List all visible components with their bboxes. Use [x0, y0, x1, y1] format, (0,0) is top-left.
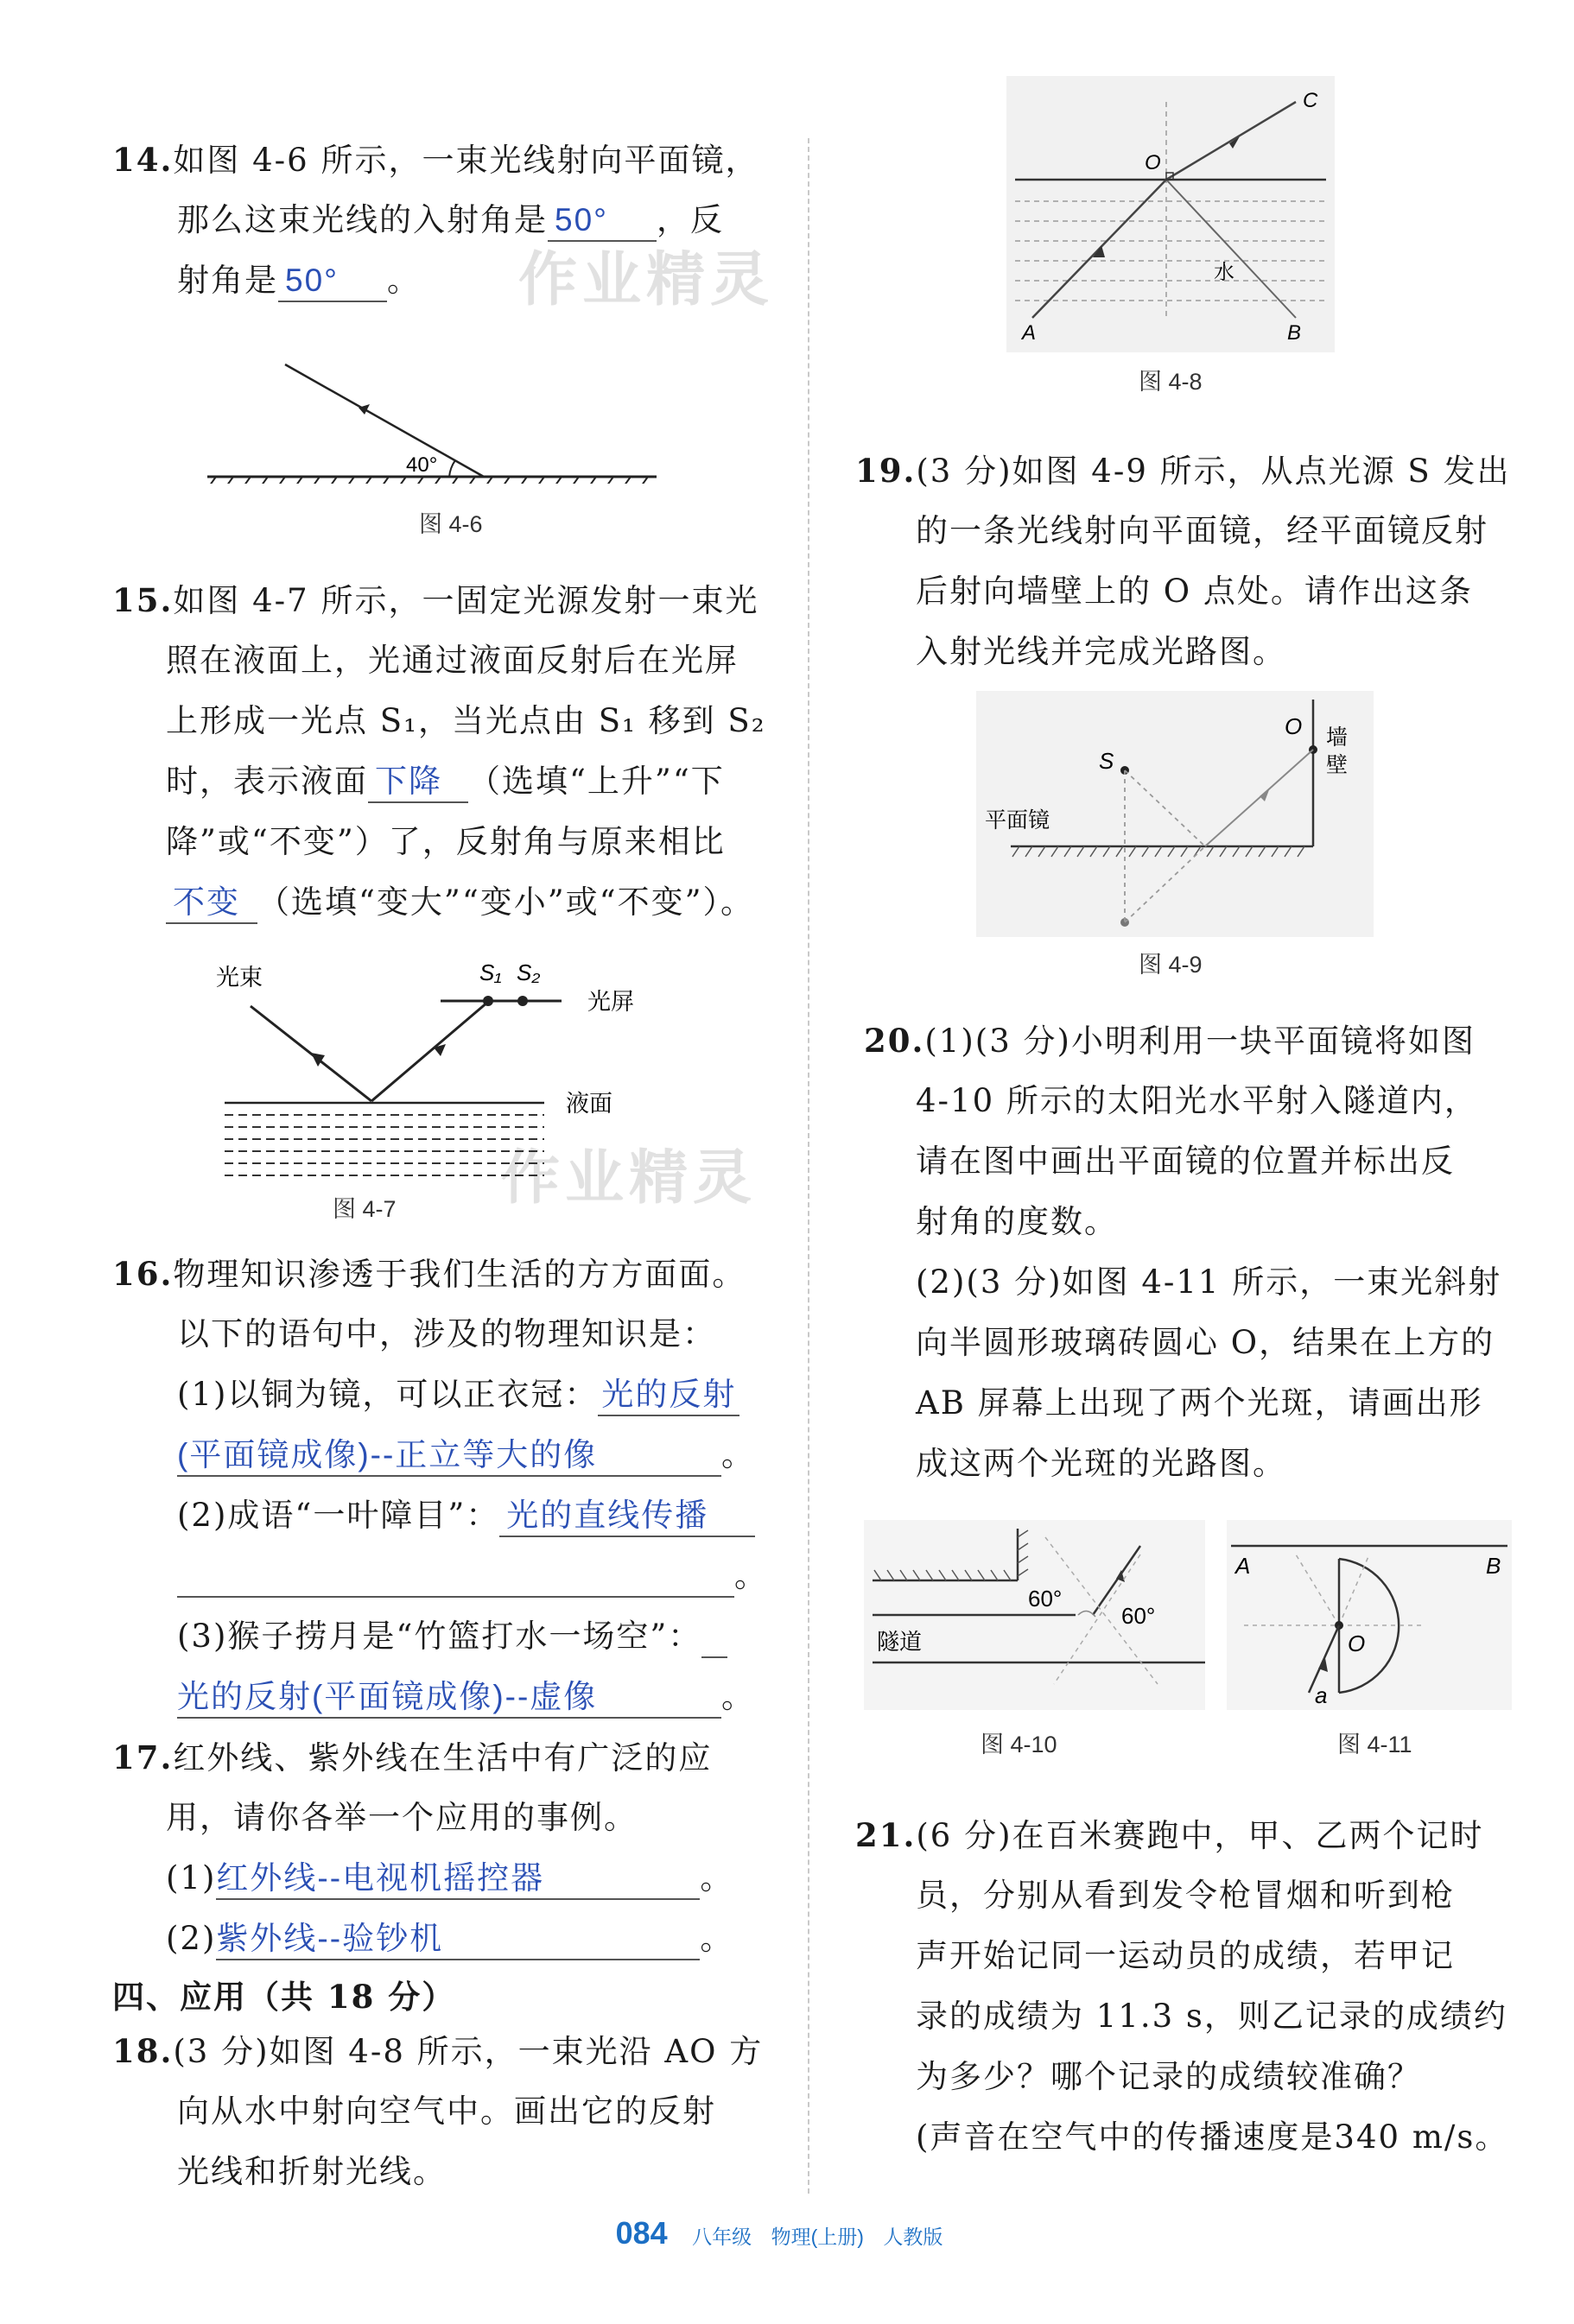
page-footer — [0, 2215, 1574, 2251]
q17-line4: (2)紫外线--验钞机 。 — [166, 1909, 733, 1969]
q14-line3: 射角是 50° 。 — [177, 250, 421, 311]
q20-line5: (2)(3 分)如图 4-11 所示，一束光斜射 — [916, 1263, 1502, 1301]
q19-line4: 入射光线并完成光路图。 — [916, 633, 1286, 670]
q16-line7: (3)猴子捞月是“竹篮打水一场空”： — [177, 1606, 727, 1667]
q18-line1: 18.(3 分)如图 4-8 所示，一束光沿 AO 方 — [112, 2032, 764, 2070]
q19-line3: 后射向墙壁上的 O 点处。请作出这条 — [916, 573, 1473, 610]
caption-4-11: 图 4-11 — [1337, 1732, 1412, 1757]
q16-line6: 。 — [177, 1546, 768, 1606]
q15-line6: 不变 （选填“变大”“变小”或“不变”）。 — [166, 872, 754, 933]
s1-label: S₁ — [479, 959, 502, 985]
point-b-label: B — [1287, 321, 1302, 345]
q14-line1: 14.如图 4-6 所示，一束光线射向平面镜， — [112, 141, 759, 179]
q17-answer-2[interactable]: 紫外线--验钞机 — [216, 1919, 700, 1960]
q16-answer-1a[interactable]: 光的反射 — [598, 1375, 739, 1416]
s2-label: S₂ — [517, 959, 541, 985]
caption-4-7: 图 4-7 — [333, 1196, 397, 1222]
wall-label: 壁 — [1326, 753, 1349, 777]
q21-line2: 员，分别从看到发令枪冒烟和听到枪 — [916, 1877, 1455, 1914]
q16-answer-2[interactable]: 光的直线传播 — [499, 1496, 755, 1537]
caption-4-8: 图 4-8 — [1139, 369, 1203, 395]
q21-line6: (声音在空气中的传播速度是340 m/s。 — [916, 2118, 1509, 2156]
q16-answer-3[interactable]: 光的反射(平面镜成像)--虚像 — [177, 1677, 721, 1719]
q18-line2: 向从水中射向空气中。画出它的反射 — [177, 2093, 716, 2130]
section-heading: 四、应用（共 18 分） — [112, 1978, 456, 2016]
water-label: 水 — [1214, 261, 1234, 284]
q15-line3: 上形成一光点 S₁，当光点由 S₁ 移到 S₂ — [166, 702, 766, 739]
q17-answer-1[interactable]: 红外线--电视机摇控器 — [216, 1859, 700, 1900]
column-divider — [808, 138, 809, 2194]
q20-line4: 射角的度数。 — [916, 1203, 1118, 1240]
ray-label: a — [1315, 1682, 1328, 1708]
q15-line2: 照在液面上，光通过液面反射后在光屏 — [166, 642, 739, 679]
point-a-label: A — [1235, 1553, 1251, 1579]
q21-line5: 为多少？哪个记录的成绩较准确？ — [916, 2058, 1421, 2095]
q16-blank-line[interactable] — [177, 1556, 734, 1598]
point-a-label: A — [1022, 321, 1037, 345]
angle-label: 60° — [1121, 1603, 1156, 1629]
mirror-label: 平面镜 — [985, 808, 1050, 833]
q17-line2: 用，请你各举一个应用的事例。 — [166, 1799, 638, 1836]
caption-4-10: 图 4-10 — [981, 1732, 1057, 1757]
q19-line1: 19.(3 分)如图 4-9 所示，从点光源 S 发出 — [855, 452, 1511, 490]
q20-line8: 成这两个光斑的光路图。 — [916, 1445, 1286, 1482]
q21-line3: 声开始记同一运动员的成绩，若甲记 — [916, 1937, 1455, 1974]
q15-answer-level[interactable]: 下降 — [368, 762, 468, 803]
figure-4-7 — [207, 954, 674, 1187]
footer-subject: 物理(上册) — [771, 2226, 864, 2248]
angle-label: 40° — [406, 453, 438, 477]
screen-label: 光屏 — [587, 989, 634, 1015]
caption-4-9: 图 4-9 — [1139, 952, 1203, 978]
beam-label: 光束 — [216, 965, 263, 991]
point-o-label: O — [1145, 151, 1161, 174]
q16-line3: (1)以铜为镜，可以正衣冠： 光的反射 — [177, 1365, 739, 1425]
q20-line1: 20.(1)(3 分)小明利用一块平面镜将如图 — [864, 1022, 1476, 1060]
q14-line2: 那么这束光线的入射角是 50° ，反 — [177, 190, 724, 250]
q16-line2: 以下的语句中，涉及的物理知识是： — [177, 1315, 716, 1352]
footer-edition: 人教版 — [883, 2226, 943, 2248]
angle-label: 60° — [1028, 1586, 1063, 1612]
liquid-label: 液面 — [566, 1091, 612, 1117]
wall-label: 墙 — [1326, 725, 1349, 750]
footer-grade: 八年级 — [692, 2226, 752, 2248]
q16-line5: (2)成语“一叶障目”： 光的直线传播 — [177, 1485, 755, 1546]
q18-line3: 光线和折射光线。 — [177, 2153, 447, 2190]
arrow-icon — [311, 1053, 325, 1067]
q21-line4: 录的成绩为 11.3 s，则乙记录的成绩约 — [916, 1998, 1507, 2035]
caption-4-6: 图 4-6 — [419, 511, 483, 537]
watermark: 作业精灵 — [501, 1144, 758, 1213]
q20-line7: AB 屏幕上出现了两个光斑，请画出形 — [916, 1384, 1483, 1422]
q20-line6: 向半圆形玻璃砖圆心 O，结果在上方的 — [916, 1324, 1495, 1361]
point-b-label: B — [1486, 1553, 1501, 1579]
figure-4-9 — [976, 691, 1374, 937]
figure-4-6 — [199, 354, 665, 484]
q17-line1: 17.红外线、紫外线在生活中有广泛的应 — [112, 1738, 713, 1776]
q16-line8: 光的反射(平面镜成像)--虚像 。 — [177, 1667, 755, 1727]
q14-answer-incidence[interactable]: 50° — [548, 200, 657, 242]
q17-line3: (1)红外线--电视机摇控器 。 — [166, 1848, 733, 1909]
page-number: 084 — [615, 2215, 668, 2251]
watermark: 作业精灵 — [518, 246, 775, 314]
q19-line2: 的一条光线射向平面镜，经平面镜反射 — [916, 512, 1488, 549]
point-o-label: O — [1348, 1631, 1366, 1656]
point-c-label: C — [1303, 89, 1318, 112]
figure-4-11 — [1227, 1520, 1512, 1710]
q15-line1: 15.如图 4-7 所示，一固定光源发射一束光 — [112, 581, 759, 619]
q14-answer-reflection[interactable]: 50° — [278, 261, 387, 302]
q21-line1: 21.(6 分)在百米赛跑中，甲、乙两个记时 — [855, 1816, 1484, 1854]
q20-line3: 请在图中画出平面镜的位置并标出反 — [916, 1143, 1455, 1180]
figure-4-8 — [1006, 76, 1335, 352]
q16-line4: (平面镜成像)--正立等大的像 。 — [177, 1425, 755, 1485]
q16-answer-1b[interactable]: (平面镜成像)--正立等大的像 — [177, 1435, 721, 1477]
tunnel-label: 隧道 — [877, 1629, 923, 1655]
q15-line4: 时，表示液面 下降 （选填“上升”“下 — [166, 751, 725, 812]
figure-4-10 — [864, 1520, 1205, 1710]
q16-line1: 16.物理知识渗透于我们生活的方方面面。 — [112, 1255, 746, 1293]
q20-line2: 4-10 所示的太阳光水平射入隧道内， — [916, 1082, 1478, 1119]
point-s-label: S — [1099, 748, 1114, 774]
q15-answer-angle[interactable]: 不变 — [166, 883, 257, 924]
q15-line5: 降”或“不变”）了，反射角与原来相比 — [166, 823, 726, 860]
point-o-label: O — [1285, 713, 1303, 739]
